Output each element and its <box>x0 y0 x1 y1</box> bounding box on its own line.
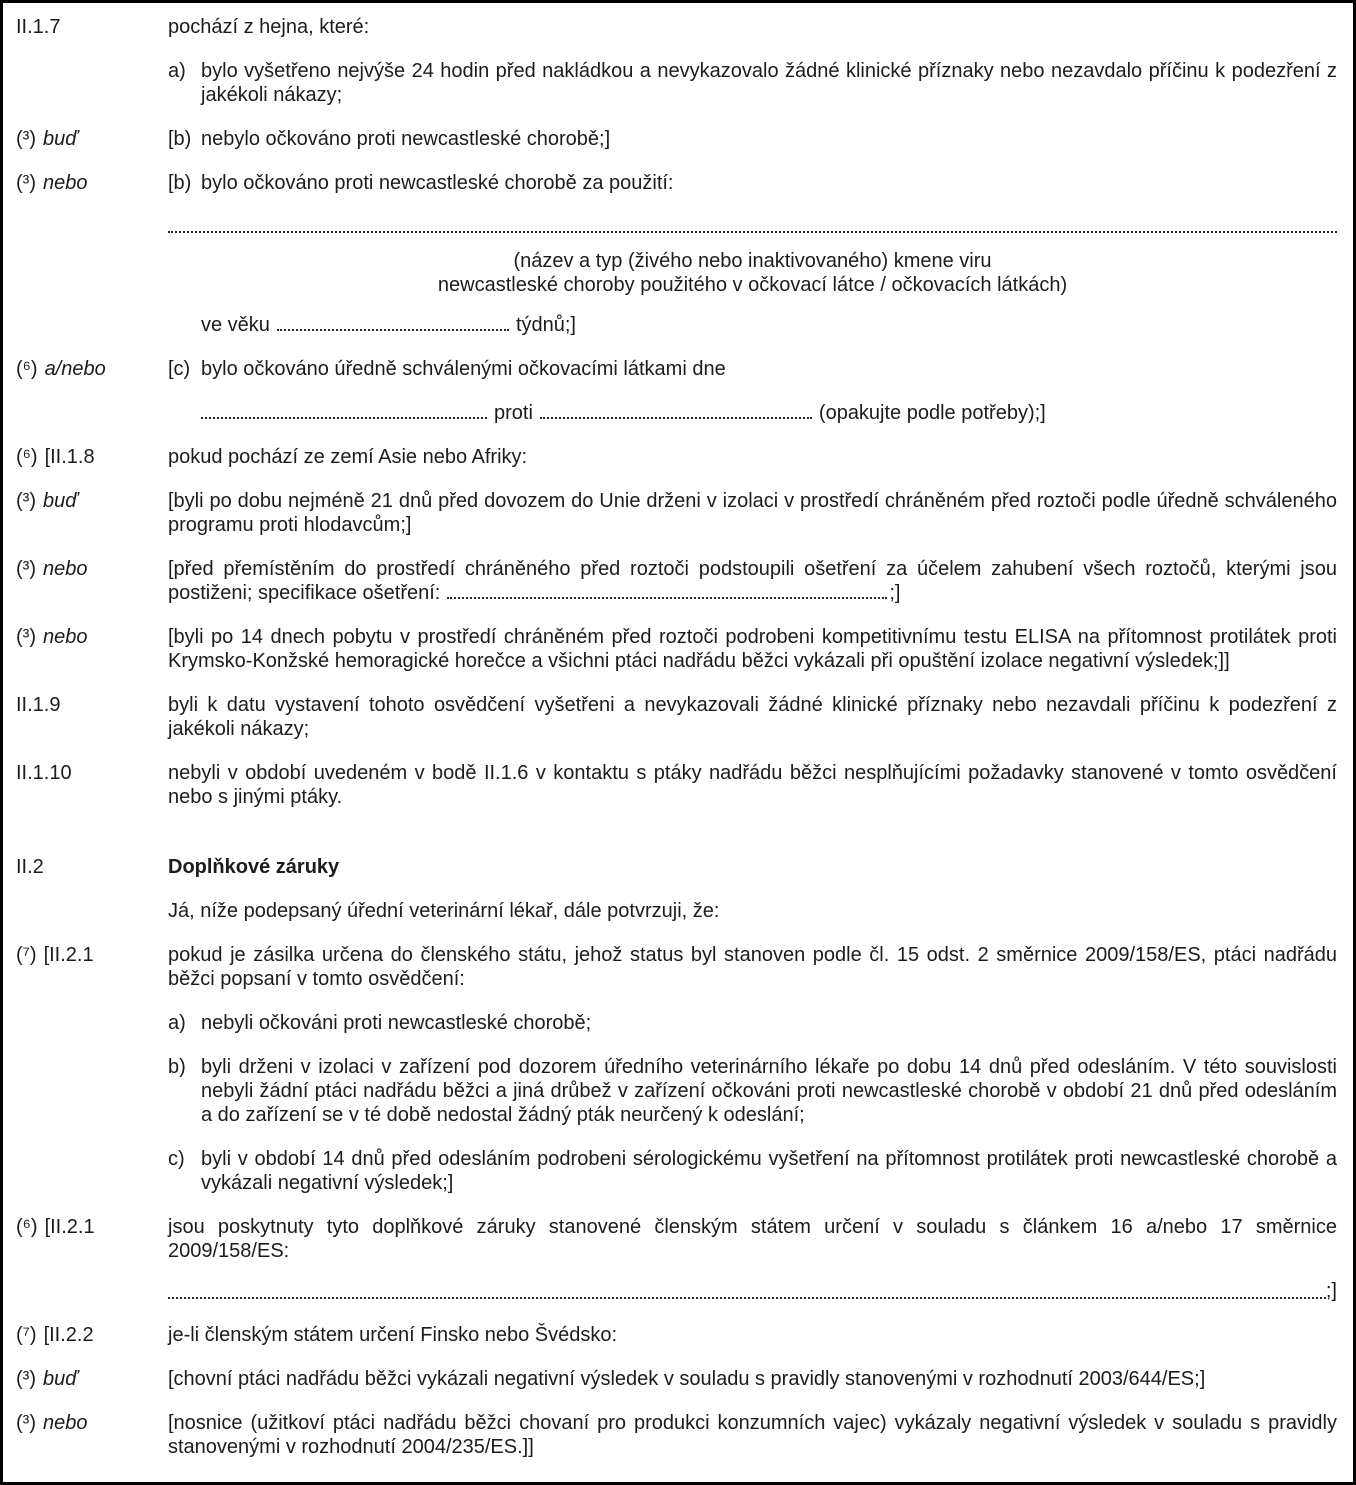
item-text: bylo vyšetřeno nejvýše 24 hodin před nakládkou a nevykazovalo žádné klinické příznaky nebo nezavdalo příčinu k podezření z jakékoli nákazy; <box>201 60 1337 106</box>
caption-line-2: newcastleské choroby použitého v očkovací látce / očkovacích látkách) <box>437 274 1068 296</box>
fill-line-suffix: ;] <box>1325 1280 1337 1302</box>
section-row-II.2.2 <box>16 1323 1337 1347</box>
footnote-ref: (³) <box>16 558 36 580</box>
option-row-nebo-b <box>16 171 1337 195</box>
fill-line-row-2 <box>16 1280 1337 1303</box>
dotted-fill-line <box>168 223 1337 237</box>
footnote-ref: (⁷) <box>16 944 37 966</box>
option-row-bud-II.1.8 <box>16 489 1337 537</box>
footnote-ref: (⁶) <box>16 446 38 468</box>
option-word: a/nebo <box>44 358 106 380</box>
section-number: II.2 <box>16 856 44 878</box>
section-text: nebyli v období uvedeném v bodě II.1.6 v kontaktu s ptáky nadřádu běžci nesplňujícími požadavky stanovené v tomto osvědčení nebo s jinými ptáky. <box>168 762 1337 808</box>
section-row-II.2.1-guarantees <box>16 1215 1337 1263</box>
treatment-fill-field <box>447 583 887 599</box>
option-word: nebo <box>42 1412 88 1434</box>
item-marker: [c) <box>168 358 191 380</box>
footnote-ref: (³) <box>16 626 36 648</box>
item-marker: c) <box>168 1148 185 1170</box>
option-row-bud-II.2.2 <box>16 1367 1337 1391</box>
option-row-bud-b <box>16 127 1337 151</box>
footnote-ref: (³) <box>16 128 36 150</box>
section-row-II.1.10 <box>16 761 1337 809</box>
footnote-ref: (³) <box>16 490 36 512</box>
age-label: ve věku <box>201 314 270 336</box>
item-text: bylo očkováno proti newcastleské chorobě za použití: <box>201 172 674 194</box>
option-word: buď <box>42 1368 78 1390</box>
caption-line-1: (název a typ (živého nebo inaktivovaného) kmene viru <box>513 250 992 272</box>
item-marker: a) <box>168 60 186 82</box>
item-marker: [b) <box>168 128 192 150</box>
section-row-II.1.8 <box>16 445 1337 469</box>
item-text: bylo očkováno úředně schválenými očkovacími látkami dne <box>201 358 726 380</box>
option-word: buď <box>42 490 78 512</box>
option-word: nebo <box>42 558 88 580</box>
section-text: je-li členským státem určení Finsko nebo Švédsko: <box>168 1324 618 1346</box>
option-word: nebo <box>42 172 88 194</box>
footnote-ref: (³) <box>16 172 36 194</box>
option-text: [byli po dobu nejméně 21 dnů před dovozem do Unie drženi v izolaci v prostředí chráněném před roztoči podle úředně schváleného programu proti hlodavcům;] <box>168 490 1337 536</box>
date-fill-field <box>201 403 487 419</box>
section-number: II.1.7 <box>16 16 61 38</box>
section-row-II.2.1 <box>16 943 1337 991</box>
option-text: [nosnice (užitkoví ptáci nadřádu běžci chovaní pro produkci konzumních vajec) vykázaly negativní výsledek v souladu s pravidly stanovenými v rozhodnutí 2004/235/ES.]] <box>168 1412 1337 1458</box>
option-row-nebo-treatment <box>16 557 1337 605</box>
section-number: [II.2.1 <box>43 944 94 966</box>
item-text: nebylo očkováno proti newcastleské chorobě;] <box>201 128 611 150</box>
section-number: [II.2.2 <box>43 1324 94 1346</box>
item-row-c2 <box>16 1147 1337 1195</box>
disease-fill-field <box>540 403 812 419</box>
declaration-text: Já, níže podepsaný úřední veterinární lékař, dále potvrzuji, že: <box>168 900 720 922</box>
item-marker: [b) <box>168 172 192 194</box>
option-text: [chovní ptáci nadřádu běžci vykázali negativní výsledek v souladu s pravidly stanovenými v rozhodnutí 2003/644/ES;] <box>168 1368 1206 1390</box>
date-proti-fill-row <box>16 401 1337 425</box>
option-text-suffix: ;] <box>889 582 901 604</box>
declaration-row <box>16 899 1337 923</box>
section-text: pokud pochází ze zemí Asie nebo Afriky: <box>168 446 528 468</box>
option-text: [byli po 14 dnech pobytu v prostředí chráněném před roztoči podrobeni kompetitivnímu testu ELISA na přítomnost protilátek proti Krymsko-Konžské hemoragické horečce a všichni ptáci nadřádu běžci vykázali při opuštění izolace negativní výsledek;]] <box>168 626 1337 672</box>
option-word: nebo <box>42 626 88 648</box>
fill-line-row <box>16 223 1337 237</box>
option-word: buď <box>42 128 78 150</box>
option-text: [před přemístěním do prostředí chráněného před roztoči podstoupili ošetření za účelem zahubení všech roztočů, kterými jsou postiženi; specifikace ošetření: <box>168 558 1337 604</box>
section-text: pochází z hejna, které: <box>168 16 370 38</box>
footnote-ref: (⁷) <box>16 1324 37 1346</box>
item-text: nebyli očkováni proti newcastleské chorobě; <box>201 1012 592 1034</box>
section-number: [II.2.1 <box>44 1216 95 1238</box>
dotted-rule <box>168 1297 1326 1299</box>
option-row-nebo-II.2.2 <box>16 1411 1337 1459</box>
section-row-II.1.9 <box>16 693 1337 741</box>
age-fill-row <box>16 313 1337 337</box>
footnote-ref: (⁶) <box>16 358 38 380</box>
dotted-fill-line <box>168 1280 1337 1303</box>
dotted-rule <box>168 231 1337 233</box>
section-text: jsou poskytnuty tyto doplňkové záruky stanovené členským státem určení v souladu s článkem 16 a/nebo 17 směrnice 2009/158/ES: <box>168 1216 1337 1262</box>
footnote-ref: (³) <box>16 1368 36 1390</box>
item-text: byli drženi v izolaci v zařízení pod dozorem úředního veterinárního lékaře po dobu 14 dnů před odesláním. V této souvislosti nebyli žádní ptáci nadřádu běžci a jiná drůbež v zařízení očkováni proti newcastleské chorobě v období 21 dnů před odesláním a do zařízení se v té době nedostal žádný pták neurčený k odeslání; <box>201 1056 1337 1126</box>
section-number: II.1.10 <box>16 762 72 784</box>
option-row-nebo-elisa <box>16 625 1337 673</box>
section-row-II.2 <box>16 855 1337 879</box>
section-number: [II.1.8 <box>44 446 95 468</box>
section-heading: Doplňkové záruky <box>168 856 340 878</box>
section-text: pokud je zásilka určena do členského státu, jehož status byl stanoven podle čl. 15 odst. 2 směrnice 2009/158/ES, ptáci nadřádu běžci popsaní v tomto osvědčení: <box>168 944 1337 990</box>
item-row-a <box>16 59 1337 107</box>
footnote-ref: (⁶) <box>16 1216 38 1238</box>
item-text: byli v období 14 dnů před odesláním podrobeni sérologickému vyšetření na přítomnost protilátek proti newcastleské chorobě a vykázali negativní výsledek;] <box>201 1148 1337 1194</box>
repeat-note: (opakujte podle potřeby);] <box>818 402 1046 424</box>
footnote-ref: (³) <box>16 1412 36 1434</box>
item-marker: a) <box>168 1012 186 1034</box>
option-row-anebo-c <box>16 357 1337 381</box>
section-number: II.1.9 <box>16 694 61 716</box>
item-marker: b) <box>168 1056 186 1078</box>
proti-label: proti <box>494 402 533 424</box>
item-row-a2 <box>16 1011 1337 1035</box>
section-row-II.1.7 <box>16 15 1337 39</box>
item-row-b2 <box>16 1055 1337 1127</box>
age-suffix: týdnů;] <box>515 314 576 336</box>
caption-row <box>16 249 1337 297</box>
age-fill-field <box>277 315 509 331</box>
section-text: byli k datu vystavení tohoto osvědčení vyšetřeni a nevykazovali žádné klinické příznaky nebo nezavdali příčinu k podezření z jakékoli nákazy; <box>168 694 1337 740</box>
